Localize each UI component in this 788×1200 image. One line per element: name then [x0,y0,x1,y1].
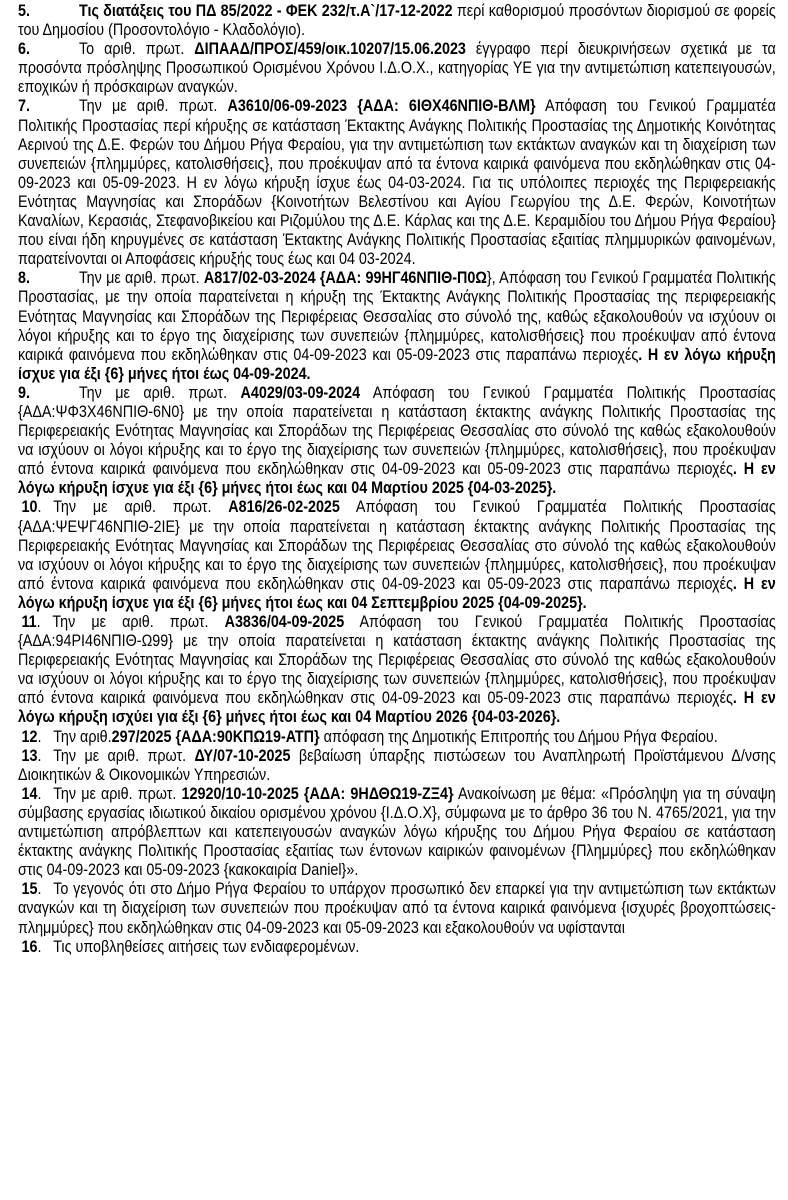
list-item [18,613,776,728]
document-page [18,2,776,957]
bold-reference: . Η εν λόγω κήρυξη ισχύει για έξι {6} μήνες ήτοι έως και 04 Μαρτίου 2026 {04-03-2026}. [18,689,776,727]
paragraph-text [18,613,776,728]
item-number: 16 [21,937,38,956]
paragraph-text [18,785,776,880]
number-gap: . [37,937,42,956]
bold-reference: Α817/02-03-2024 {ΑΔΑ: 99ΗΓ46ΝΠΙΘ-Π0Ω [203,269,487,288]
paragraph-text [18,2,776,40]
numbered-list [18,2,776,957]
body-text: Την με αριθ. πρωτ. [78,383,241,402]
paragraph-text [18,498,776,613]
bold-reference: . Η εν λόγω κήρυξη ίσχυε για έξι {6} μήνες ήτοι έως 04-09-2024. [18,345,776,383]
item-number: 14 [21,784,38,803]
item-number: 10 [21,498,38,517]
paragraph-text [18,40,776,97]
item-number: 13 [21,746,38,765]
body-text: απόφαση της Δημοτικής Επιτροπής του Δήμου Ρήγα Φεραίου. [319,727,718,746]
list-item [18,728,776,747]
bold-reference: Α4029/03-09-2024 [240,383,361,402]
item-number: 6. [18,40,30,59]
body-text: Απόφαση του Γενικού Γραμματέα Πολιτικής Προστασίας {ΑΔΑ:ΨΕΨΓ46ΝΠΙΘ-2ΙΕ} με την οποία παρατείνεται η κατάσταση έκτακτης ανάγκης Πολιτικής Προστασίας της Περιφερειακής Ενότητας Μαγνησίας και Σποράδων της Περιφέρειας Θεσσαλίας στο σύνολό της καθώς εξακολουθούν να ισχύουν οι λόγοι κήρυξης και το έργο της διαχείρισης των συνεπειών {πλημμύρες, κατολισθήσεις}, που προέκυψαν από έντονα καιρικά φαινόμενα που εκδηλώθηκαν στις 04-09-2023 και 05-09-2023 στις παραπάνω περιοχές [18,498,776,593]
list-item [18,880,776,937]
body-text: }, Απόφαση του Γενικού Γραμματέα Πολιτικής Προστασίας, με την οποία παρατείνεται η κήρυξη της Έκτακτης Ανάγκης Πολιτικής Προστασίας της περιφερειακής Ενότητας Μαγνησίας και Σποράδων της Περιφέρειας Θεσσαλίας στο σύνολό της, καθώς εξακολουθούν να ισχύουν οι λόγοι κήρυξης και το έργο της διαχείρισης των συνεπειών {πλημμύρες, κατολισθήσεις} που προέκυψαν από έντονα καιρικά φαινόμενα που εκδηλώθηκαν στις 04-09-2023 και 05-09-2023 στις παραπάνω περιοχές [18,269,776,364]
item-number: 9. [18,383,30,402]
item-number: 15 [21,880,38,899]
list-item [18,938,776,957]
number-gap: . [37,784,42,803]
body-text: Την με αριθ. πρωτ. [52,613,225,631]
item-number: 8. [18,269,30,288]
bold-reference: 297/2025 {ΑΔΑ:90ΚΠΩ19-ΑΤΠ} [111,727,320,746]
bold-reference: . Η εν λόγω κήρυξη ίσχυε για έξι {6} μήνες ήτοι έως και 04 Μαρτίου 2025 {04-03-2025}. [18,460,776,498]
body-text: Το γεγονός ότι στο Δήμο Ρήγα Φεραίου το υπάρχον προσωπικό δεν επαρκεί για την αντιμετώπιση των εκτάκτων αναγκών και τη διαχείριση των συνεπειών που προέκυψαν από τα έντονα καιρικά φαινόμενα {ισχυρές βροχοπτώσεις-πλημμύρες} που εκδηλώθηκαν στις 04-09-2023 και 05-09-2023 και εξακολουθούν να υφίστανται [18,880,776,937]
bold-reference: ΔΙΠΑΑΔ/ΠΡΟΣ/459/οικ.10207/15.06.2023 [194,40,466,59]
paragraph-text [18,384,776,499]
item-number: 11 [21,613,37,631]
item-number: 5. [18,2,30,20]
body-text: έγγραφο περί διευκρινήσεων σχετικά με τα προσόντα πρόσληψης Προσωπικού Ορισμένου Χρόνου Ι.Δ.Ο.Χ., κατηγορίας ΥΕ για την αντιμετώπιση κατεπειγουσών, εποχικών ή πρόσκαιρων αναγκών. [18,40,776,97]
list-item [18,40,776,97]
body-text: Την με αριθ. πρωτ. [78,97,228,116]
body-text: Απόφαση του Γενικού Γραμματέα Πολιτικής Προστασίας {ΑΔΑ:94ΡΙ46ΝΠΙΘ-Ω99} με την οποία παρατείνεται η κατάσταση έκτακτης ανάγκης Πολιτικής Προστασίας της Περιφερειακής Ενότητας Μαγνησίας και Σποράδων της Περιφέρειας Θεσσαλίας στο σύνολό της καθώς εξακολουθούν να ισχύουν οι λόγοι κήρυξης και το έργο της διαχείρισης των συνεπειών {πλημμύρες, κατολισθήσεις}, που προέκυψαν από έντονα καιρικά φαινόμενα που εκδηλώθηκαν στις 04-09-2023 και 05-09-2023 στις παραπάνω περιοχές [18,613,776,708]
bold-reference: Α3610/06-09-2023 {ΑΔΑ: 6ΙΘΧ46ΝΠΙΘ-ΒΛΜ} [227,97,536,116]
body-text: Ανακοίνωση με θέμα: «Πρόσληψη για τη σύναψη σύμβασης εργασίας ιδιωτικού δικαίου ορισμένου χρόνου {Ι.Δ.Ο.Χ}, σύμφωνα με το άρθρο 36 του Ν. 4765/2021, για την αντιμετώπιση απρόβλεπτων και κατεπειγουσών αναγκών λόγω κήρυξης του Δήμου Ρήγα Φεραίου σε κατάσταση έκτακτης ανάγκης Πολιτικής Προστασίας εξαιτίας των έντονων καιρικών φαινομένων {Πλημμύρες} που εκδηλώθηκαν στις 04-09-2023 και 05-09-2023 {κακοκαιρία Daniel}». [18,784,776,880]
bold-reference: Α3836/04-09-2025 [224,613,345,631]
body-text: Το αριθ. πρωτ. [78,40,195,59]
bold-reference: . Η εν λόγω κήρυξη ίσχυε για έξι {6} μήνες ήτοι έως και 04 Σεπτεμβρίου 2025 {04-09-2025}. [18,574,776,612]
bold-reference: 12920/10-10-2025 {ΑΔΑ: 9ΗΔΘΩ19-ΖΞ4} [181,784,454,803]
list-item [18,785,776,880]
number-gap: . [37,727,42,746]
list-item [18,384,776,499]
paragraph-text [18,880,776,937]
list-item [18,269,776,384]
body-text: Τις υποβληθείσες αιτήσεις των ενδιαφερομένων. [53,937,360,956]
body-text: Απόφαση του Γενικού Γραμματέα Πολιτικής Προστασίας {ΑΔΑ:ΨΦ3Χ46ΝΠΙΘ-6Ν0} με την οποία παρατείνεται η κατάσταση έκτακτης ανάγκης Πολιτικής Προστασίας της Περιφερειακής Ενότητας Μαγνησίας και Σποράδων της Περιφέρειας Θεσσαλίας στο σύνολό της καθώς εξακολουθούν να ισχύουν οι λόγοι κήρυξης και το έργο της διαχείρισης των συνεπειών {πλημμύρες, κατολισθήσεις}, που προέκυψαν από έντονα καιρικά φαινόμενα που εκδηλώθηκαν στις 04-09-2023 και 05-09-2023 στις παραπάνω περιοχές [18,383,776,479]
item-number: 7. [18,97,30,116]
bold-reference: ΔΥ/07-10-2025 [194,746,291,765]
number-gap: . [37,880,42,899]
number-gap: . [36,613,41,631]
item-number: 12 [21,727,38,746]
list-item [18,97,776,269]
body-text: Την με αριθ. πρωτ. [53,746,195,765]
paragraph-text [18,728,776,747]
paragraph-text [18,747,776,785]
bold-reference: Α816/26-02-2025 [228,498,340,517]
body-text: βεβαίωση ύπαρξης πιστώσεων του Αναπληρωτή Προϊστάμενου Δ/νσης Διοικητικών & Οικονομικών Υπηρεσιών. [18,746,776,784]
paragraph-text [18,97,776,269]
paragraph-text [18,938,776,957]
number-gap: . [37,746,42,765]
body-text: Την με αριθ. πρωτ. [53,784,182,803]
list-item [18,2,776,40]
list-item [18,498,776,613]
body-text: περί καθορισμού προσόντων διορισμού σε φορείς του Δημοσίου (Προσοντολόγιο - Κλαδολόγιο). [18,2,776,40]
bold-reference: Τις διατάξεις του ΠΔ 85/2022 - ΦΕΚ 232/τ.Α`/17-12-2022 [78,2,453,20]
body-text: Απόφαση του Γενικού Γραμματέα Πολιτικής Προστασίας περί κήρυξης σε κατάσταση Έκτακτης Ανάγκης Πολιτικής Προστασίας της Δημοτικής Κοινότητας Αερινού της Δ.Ε. Φερών του Δήμου Ρήγα Φεραίου, για την αντιμετώπιση των εκτάκτων αναγκών και τη διαχείριση των συνεπειών {πλημμύρες, κατολισθήσεις}, που προέκυψαν από τα έντονα καιρικά φαινόμενα που εκδηλώθηκαν στις 04-09-2023 και 05-09-2023. Η εν λόγω κήρυξη ίσχυε έως 04-03-2024. Για τις υπόλοιπες περιοχές της Περιφερειακής Ενότητας Μαγνησίας και Σποράδων {Κοινοτήτων Βελεστίνου και Αγίου Γεωργίου της Δ.Ε. Φερών, Κοινοτήτων Καναλίων, Κερασιάς, Στεφανοβικείου και Ριζομύλου της Δ.Ε. Κάρλας και της Δ.Ε. Κεραμιδίου του Δήμου Ρήγα Φεραίου} που είναι ήδη κηρυγμένες σε κατάσταση Έκτακτης Ανάγκης Πολιτικής Προστασίας εξαιτίας πλημμυρικών φαινομένων, παρατείνονται οι Αποφάσεις κήρυξής τους έως και 04 03-2024. [18,97,776,269]
number-gap: . [37,498,42,517]
body-text: Την αριθ. [53,727,112,746]
list-item [18,747,776,785]
body-text: Την με αριθ. πρωτ. [53,498,229,517]
body-text: Την με αριθ. πρωτ. [78,269,204,288]
paragraph-text [18,269,776,384]
